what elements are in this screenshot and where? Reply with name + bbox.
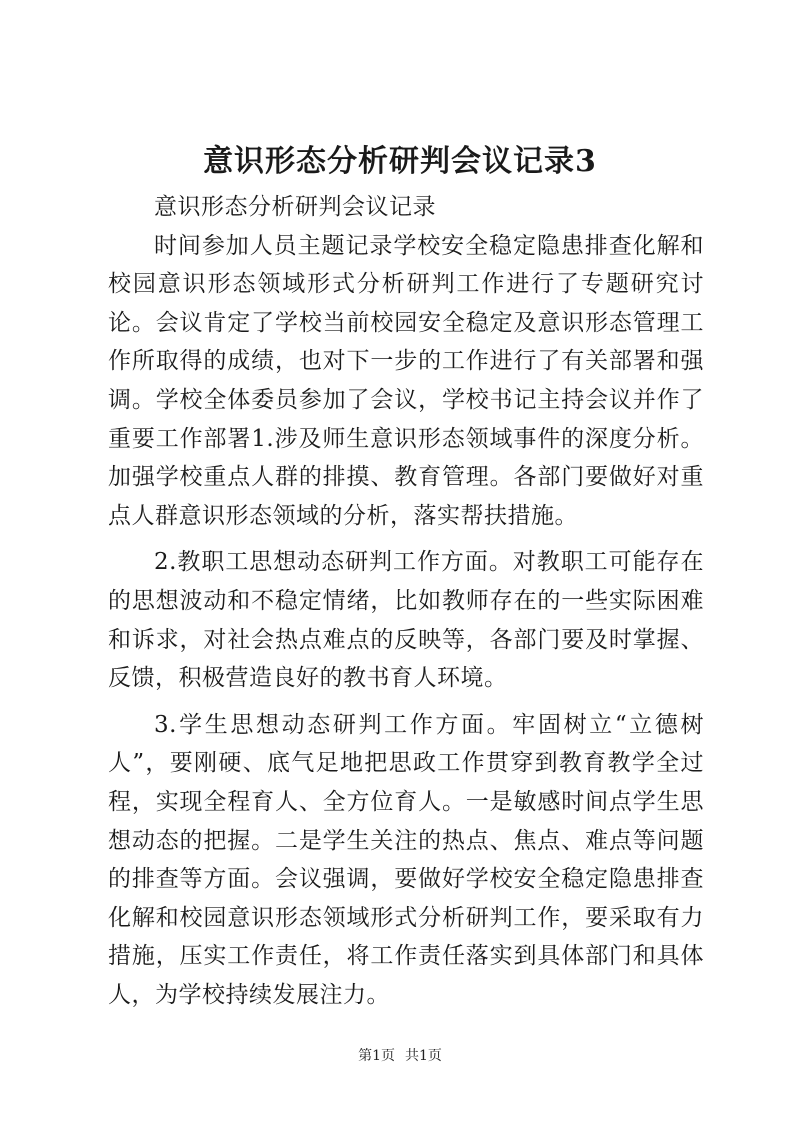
body-paragraph-1: 时间参加人员主题记录学校安全稳定隐患排查化解和校园意识形态领域形式分析研判工作进行了专题研究讨论。会议肯定了学校当前校园安全稳定及意识形态管理工作所取得的成绩，也对下一步的工作进行了有关部署和强调。学校全体委员参加了会议，学校书记主持会议并作了重要工作部署1.涉及师生意识形态领域事件的深度分析。加强学校重点人群的排摸、教育管理。各部门要做好对重点人群意识形态领域的分析，落实帮扶措施。 (108, 232, 704, 529)
page-footer (0, 1047, 800, 1065)
page-total: 共1页 (405, 1048, 442, 1064)
subtitle-paragraph: 意识形态分析研判会议记录 (154, 194, 436, 220)
document-body (108, 188, 704, 1014)
body-paragraph-3: 3.学生思想动态研判工作方面。牢固树立“立德树人”，要刚硬、底气足地把思政工作贯穿到教育教学全过程，实现全程育人、全方位育人。一是敏感时间点学生思想动态的把握。二是学生关注的热点、焦点、难点等问题的排查等方面。会议强调，要做好学校安全稳定隐患排查化解和校园意识形态领域形式分析研判工作，要采取有力措施，压实工作责任，将工作责任落实到具体部门和具体人，为学校持续发展注力。 (108, 711, 704, 1008)
page-number: 第1页 (358, 1048, 395, 1064)
document-title: 意识形态分析研判会议记录3 (203, 144, 597, 179)
body-paragraph-2: 2.教职工思想动态研判工作方面。对教职工可能存在的思想波动和不稳定情绪，比如教师存在的一些实际困难和诉求，对社会热点难点的反映等，各部门要及时掌握、反馈，积极营造良好的教书育人环境。 (108, 549, 704, 692)
